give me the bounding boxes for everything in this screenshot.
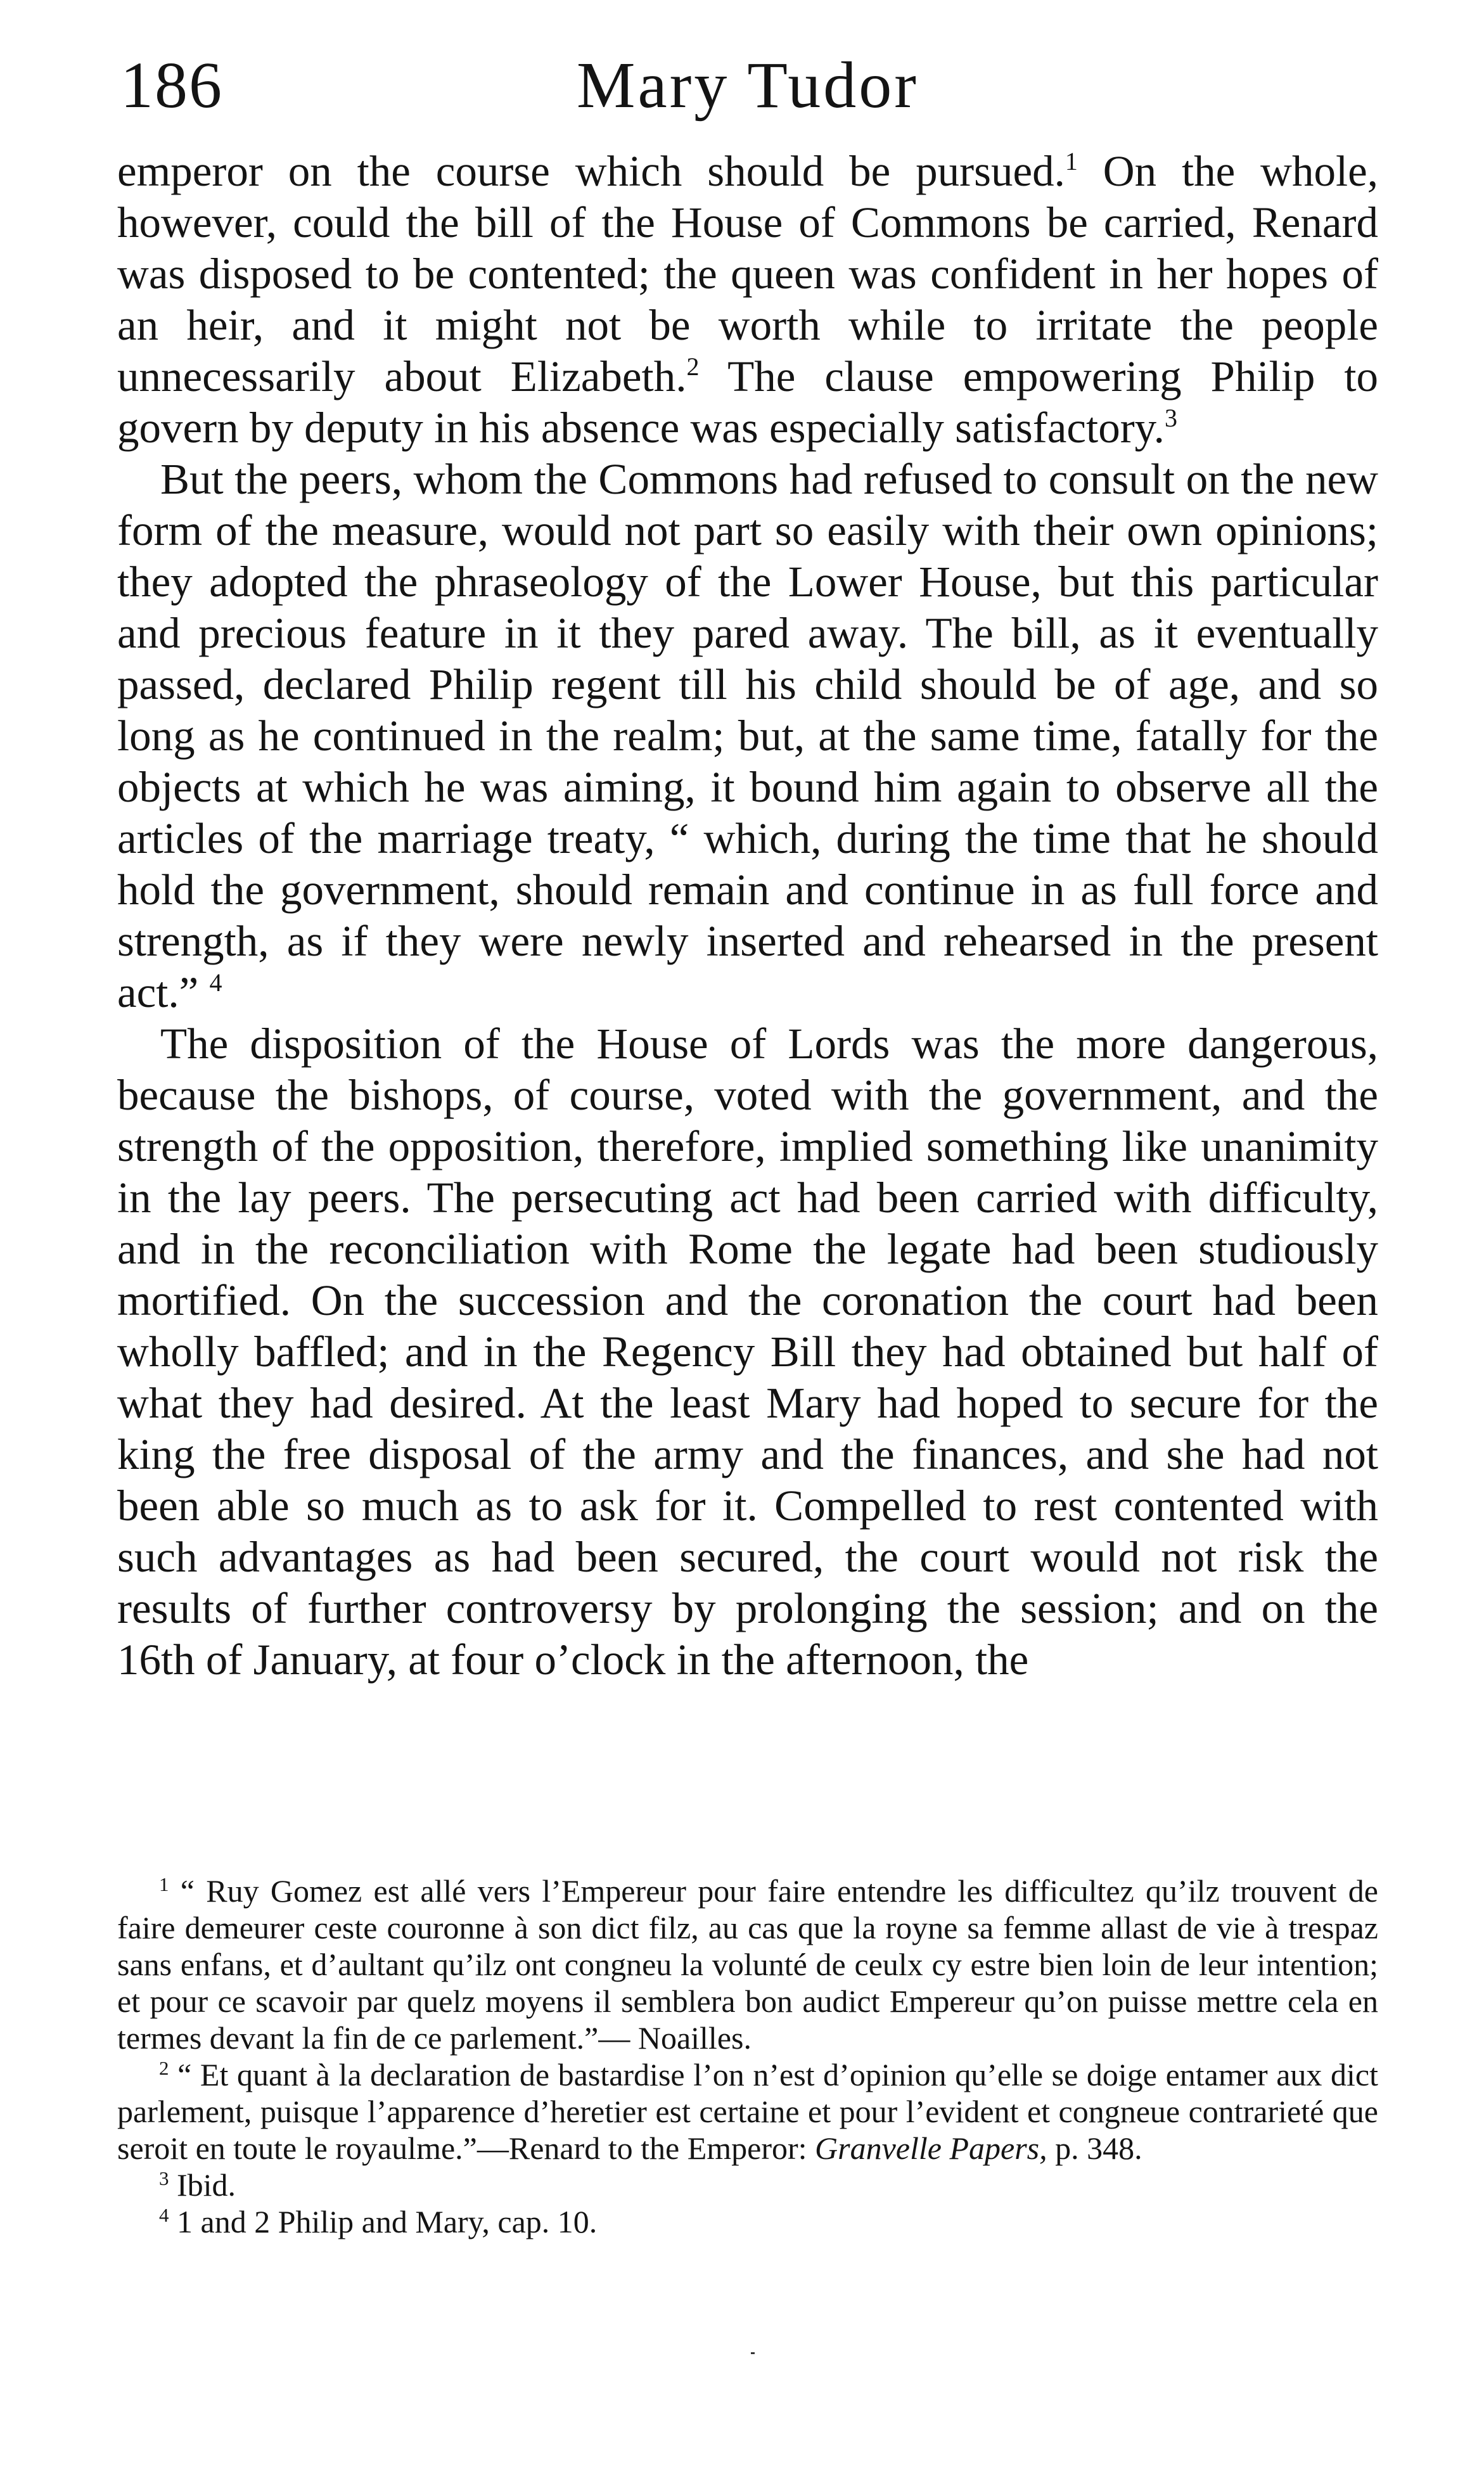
paragraph-1 xyxy=(117,146,1378,454)
footnote-marker: 3 xyxy=(159,2167,169,2189)
paragraph-text: On the whole, however, could the bill of the House of Commons be carried, Renard was disposed to be contented; the queen was confident in her hopes of an heir, and it might not be worth while to irritate the people unnecessarily about Elizabeth. xyxy=(117,147,1378,400)
paragraph-text: The clause empowering Philip to govern by deputy in his absence was especially satisfactory. xyxy=(117,352,1378,452)
paragraph-text: But the peers, whom the Commons had refused to consult on the new form of the measure, would not part so easily with their own opinions; they adopted the phraseology of the Lower House, but this particular and precious feature in it they pared away. The bill, as it eventually passed, declared Philip regent till his child should be of age, and so long as he continued in the realm; but, at the same time, fatally for the objects at which he was aiming, it bound him again to observe all the articles of the marriage treaty, “ which, during the time that he should hold the government, should remain and continue in as full force and strength, as if they were newly inserted and rehearsed in the present act.” xyxy=(117,455,1378,1016)
footnote-1 xyxy=(117,1873,1378,2056)
footnote-3 xyxy=(117,2167,1378,2203)
paragraph-text: emperor on the course which should be pursued. xyxy=(117,147,1065,195)
footnote-2 xyxy=(117,2056,1378,2167)
page-header xyxy=(120,44,1375,127)
paragraph-2 xyxy=(117,454,1378,1018)
footnote-text: “ Et quant à la declaration de bastardise l’on n’est d’opinion qu’elle se doige entamer aux dict parlement, puisque l’apparence d’heretier est certaine et pour l’evident et congneue contrarieté que seroit en toute le royaulme.”—Renard to the Emperor: xyxy=(117,2057,1379,2166)
printer-mark xyxy=(751,2352,755,2354)
footnotes xyxy=(117,1873,1378,2240)
footnote-marker: 2 xyxy=(159,2056,169,2079)
footnote-citation: Granvelle Papers, xyxy=(815,2130,1047,2166)
footnote-text: 1 and 2 Philip and Mary, cap. 10. xyxy=(177,2204,598,2239)
footnote-text: “ Ruy Gomez est allé vers l’Empereur pour faire entendre les difficultez qu’ilz trouvent de faire demeurer ceste couronne à son dict filz, au cas que la royne sa femme allast de vie à trespaz sans enfans, et d’aultant qu’ilz ont congneu la volunté de ceulx cy estre bien loin de leur intention; et pour ce scavoir par quelz moyens il semblera bon audict Empereur qu’on puisse mettre cela en termes devant la fin de ce parlement.”— Noailles. xyxy=(117,1873,1379,2056)
footnote-ref-4: 4 xyxy=(209,968,222,997)
footnote-ref-1: 1 xyxy=(1065,147,1078,176)
main-text xyxy=(117,146,1378,1686)
footnote-text-tail: p. 348. xyxy=(1047,2130,1142,2166)
paragraph-text: The disposition of the House of Lords was the more dangerous, because the bishops, of course, voted with the government, and the strength of the opposition, therefore, implied something like unanimity in the lay peers. The persecuting act had been carried with difficulty, and in the reconciliation with Rome the legate had been studiously mortified. On the succession and the coronation the court had been wholly baffled; and in the Regency Bill they had obtained but half of what they had desired. At the least Mary had hoped to secure for the king the free disposal of the army and the finances, and she had not been able so much as to ask for it. Compelled to rest contented with such advantages as had been secured, the court would not risk the results of further controversy by prolonging the session; and on the 16th of January, at four o’clock in the afternoon, the xyxy=(117,1020,1378,1684)
footnote-ref-2: 2 xyxy=(686,352,700,381)
paragraph-3 xyxy=(117,1018,1378,1686)
running-title: Mary Tudor xyxy=(577,49,919,122)
footnote-marker: 4 xyxy=(159,2203,169,2226)
footnote-marker: 1 xyxy=(159,1873,169,1895)
footnote-text: Ibid. xyxy=(177,2167,236,2203)
footnote-4 xyxy=(117,2203,1378,2240)
page-number: 186 xyxy=(120,49,223,122)
footnote-ref-3: 3 xyxy=(1164,404,1177,433)
